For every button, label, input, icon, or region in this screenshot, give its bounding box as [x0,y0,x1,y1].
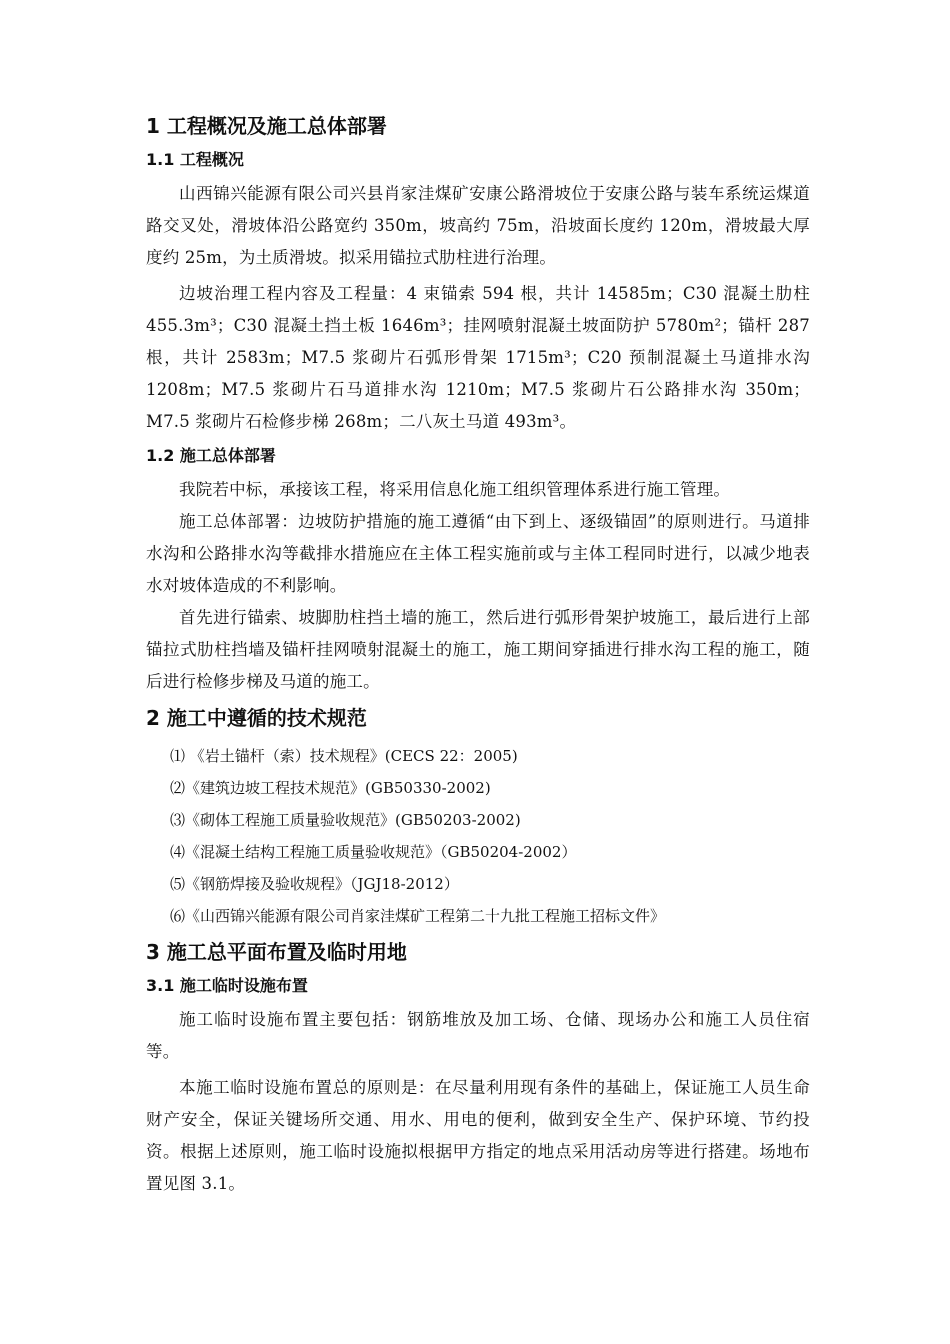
standard-item: ⑵《建筑边坡工程技术规范》(GB50330-2002) [170,779,491,797]
standard-item: ⑴ 《岩土锚杆（索）技术规程》(CECS 22：2005) [170,747,518,765]
subsection-1-2-title: 1.2 施工总体部署 [146,446,276,465]
standard-item: ⑶《砌体工程施工质量验收规范》(GB50203-2002) [170,811,521,829]
paragraph-deployment: 施工总体部署：边坡防护措施的施工遵循“由下到上、逐级锚固”的原则进行。马道排水沟和公路排水沟等截排水措施应在主体工程实施前或与主体工程同时进行，以减少地表水对坡体造成的不利影响。 [146,512,810,595]
paragraph-temporary-facilities: 施工临时设施布置主要包括：钢筋堆放及加工场、仓储、现场办公和施工人员住宿等。 [146,1010,810,1061]
section-2-title: 2 施工中遵循的技术规范 [146,706,367,730]
document-page [146,112,810,1200]
subsection-1-1-title: 1.1 工程概况 [146,150,244,169]
section-1-title: 1 工程概况及施工总体部署 [146,114,387,138]
paragraph-project-overview: 山西锦兴能源有限公司兴县肖家洼煤矿安康公路滑坡位于安康公路与装车系统运煤道路交叉处，滑坡体沿公路宽约 350m，坡高约 75m，沿坡面长度约 120m，滑坡最大厚度约 25m，为土质滑坡。拟采用锚拉式肋柱进行治理。 [146,184,810,267]
section-3-title: 3 施工总平面布置及临时用地 [146,940,407,964]
paragraph-management: 我院若中标，承接该工程，将采用信息化施工组织管理体系进行施工管理。 [179,480,731,499]
paragraph-work-quantities: 边坡治理工程内容及工程量：4 束锚索 594 根，共计 14585m；C30 混凝土肋柱 455.3m³；C30 混凝土挡土板 1646m³；挂网喷射混凝土坡面防护 5780m²；锚杆 287 根，共计 2583m；M7.5 浆砌片石弧形骨架 1715m³；C20 预制混凝土马道排水沟 1208m；M7.5 浆砌片石马道排水沟 1210m；M7.5 浆砌片石公路排水沟 350m；M7.5 浆砌片石检修步梯 268m；二八灰土马道 493m³。 [146,284,810,431]
paragraph-sequence: 首先进行锚索、坡脚肋柱挡土墙的施工，然后进行弧形骨架护坡施工，最后进行上部锚拉式肋柱挡墙及锚杆挂网喷射混凝土的施工，施工期间穿插进行排水沟工程的施工，随后进行检修步梯及马道的施工。 [146,608,810,691]
standard-item: ⑹《山西锦兴能源有限公司肖家洼煤矿工程第二十九批工程施工招标文件》 [170,907,666,925]
subsection-3-1-title: 3.1 施工临时设施布置 [146,976,308,995]
paragraph-layout-principles: 本施工临时设施布置总的原则是：在尽量利用现有条件的基础上，保证施工人员生命财产安全，保证关键场所交通、用水、用电的便利，做到安全生产、保护环境、节约投资。根据上述原则，施工临时设施拟根据甲方指定的地点采用活动房等进行搭建。场地布置见图 3.1。 [146,1078,810,1193]
standard-item: ⑸《钢筋焊接及验收规程》（JGJ18-2012） [170,875,459,893]
standard-item: ⑷《混凝土结构工程施工质量验收规范》（GB50204-2002） [170,843,577,861]
